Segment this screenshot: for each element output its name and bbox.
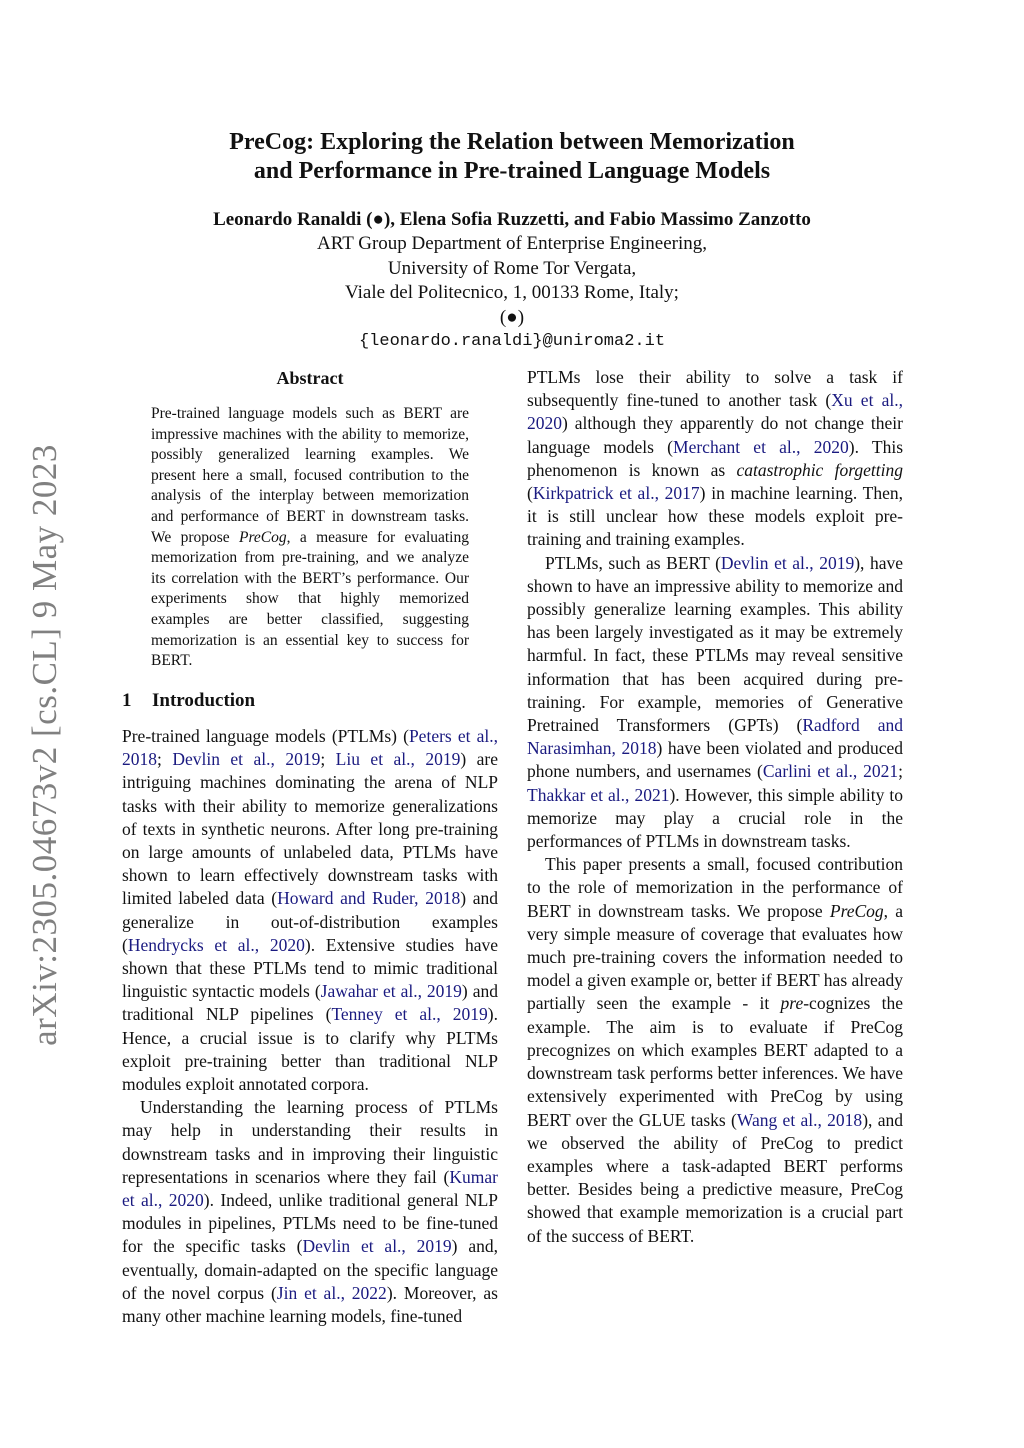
citation-link[interactable]: Jin et al., 2022 — [276, 1282, 387, 1303]
affiliation-line: ART Group Department of Enterprise Engineering, — [316, 233, 707, 254]
text-run: ) are intriguing machines dominating the arena of NLP tasks with their ability to memorize generalizations of texts in synthetic neurons. After long pre-training on large amounts of unlabeled data, PTLMs have shown to learn effectively downstream tasks with limited labeled data ( — [122, 749, 499, 909]
text-run: ). Hence, a crucial issue is to clarify why PLTMs exploit pre-training better than traditional NLP modules exploit annotated corpora. — [122, 1004, 498, 1095]
abstract-heading: Abstract — [276, 368, 344, 388]
text-run: ). However, this simple ability to memorize may play a crucial role in the performances of PTLMs in downstream tasks. — [527, 784, 904, 852]
paragraph — [527, 366, 903, 552]
text-run: -cognizes the example. The aim is to evaluate if PreCog precognizes on which examples BERT adapted to a downstream task performs better inferences. We have extensively experimented with PreCog by using BERT over the GLUE tasks ( — [527, 993, 903, 1130]
section-title: Introduction — [152, 690, 256, 711]
text-run: ) although they apparently do not change their language models ( — [527, 413, 903, 457]
text-run: PTLMs lose their ability to solve a task if subsequently fine-tuned to another task ( — [527, 367, 903, 411]
email-line — [0, 306, 1024, 355]
citation-link[interactable]: Merchant et al., 2020 — [673, 436, 849, 457]
email-address[interactable]: {leonardo.ranaldi}@uniroma2.it — [358, 332, 666, 351]
section-heading-introduction — [122, 689, 498, 713]
paragraph — [122, 725, 498, 1096]
section-number: 1 — [122, 690, 132, 711]
abstract-text-part: , a measure for evaluating memorization from pre-training, and we analyze its correlation with the BERT’s performance. Our experiments show that highly memorized examples are better classified, suggesting memorization is an essential key to success for BERT. — [151, 528, 469, 670]
citation-link[interactable]: Tenney et al., 2019 — [331, 1004, 488, 1025]
text-run: ). This phenomenon is known as — [527, 436, 904, 480]
italic-term: catastrophic forgetting — [736, 459, 903, 480]
text-run: ( — [527, 483, 533, 504]
citation-link[interactable]: Devlin et al., 2019 — [302, 1236, 452, 1257]
text-run: ). Extensive studies have shown that these PTLMs tend to mimic traditional linguistic syntactic models ( — [122, 934, 498, 1002]
right-column — [527, 366, 903, 1248]
text-run: Understanding the learning process of PTLMs may help in understanding their results in downstream tasks and in improving their linguistic representations in scenarios where they fail ( — [122, 1097, 498, 1187]
paper-title — [0, 128, 1024, 186]
text-run: ; — [898, 761, 903, 782]
citation-link[interactable]: Kirkpatrick et al., 2017 — [532, 483, 700, 504]
title-line-1: PreCog: Exploring the Relation between Memorization — [229, 129, 795, 155]
text-run: ), and we observed the ability of PreCog to predict examples where a task-adapted BERT performs better. Besides being a predictive measure, PreCog showed that example memorization is a crucial part of the success of BERT. — [527, 1109, 903, 1246]
citation-link[interactable]: Devlin et al., 2019 — [720, 552, 855, 573]
text-run: , a very simple measure of coverage that evaluates how much pre-training covers the information needed to model a given example or, better if BERT has already partially seen the example - it — [527, 900, 903, 1014]
text-run: ), have shown to have an impressive ability to memorize and possibly generalize learning examples. This ability has been largely investigated as it may be extremely harmful. In fact, these PTLMs may reveal sensitive information that has been acquired during pre-training. For example, memories of Generative Pretrained Transformers (GPTs) ( — [527, 552, 903, 736]
affiliation-line: University of Rome Tor Vergata, — [387, 257, 637, 279]
italic-term: PreCog — [829, 900, 884, 921]
citation-link[interactable]: Xu et al., 2020 — [527, 390, 903, 434]
abstract-text-part: Pre-trained language models such as BERT are impressive machines with the ability to memorize, possibly generalized learning examples. We present here a small, focused contribution to the analysis of the interplay between memorization and performance of BERT in downstream tasks. We propose — [151, 405, 469, 546]
text-run: PTLMs, such as BERT ( — [545, 552, 721, 573]
abstract-precog-italic: PreCog — [239, 528, 287, 546]
text-run: ; — [320, 749, 336, 770]
email-prefix: (●) — [499, 306, 525, 328]
text-run: ) and generalize in out-of-distribution examples ( — [122, 888, 498, 955]
text-run: ). Moreover, as many other machine learning models, fine-tuned — [122, 1282, 498, 1327]
affiliation-line: Viale del Politecnico, 1, 00133 Rome, Italy; — [345, 282, 679, 303]
text-run: ) have been violated and produced phone numbers, and usernames ( — [527, 738, 903, 782]
text-run: ) and, eventually, domain-adapted on the specific language of the novel corpus ( — [122, 1236, 498, 1303]
citation-link[interactable]: Thakkar et al., 2021 — [527, 784, 670, 805]
arxiv-identifier-stamp[interactable]: arXiv:2305.04673v2 [cs.CL] 9 May 2023 — [25, 444, 64, 1046]
paragraph — [527, 552, 903, 854]
text-run: ) and traditional NLP pipelines ( — [122, 981, 498, 1025]
citation-link[interactable]: Wang et al., 2018 — [736, 1109, 863, 1130]
citation-link[interactable]: Jawahar et al., 2019 — [320, 981, 462, 1002]
citation-link[interactable]: Howard and Ruder, 2018 — [277, 888, 461, 909]
paragraph — [527, 853, 903, 1247]
paragraph — [122, 1096, 498, 1328]
italic-term: pre — [780, 993, 804, 1014]
left-column — [122, 725, 498, 1328]
citation-link[interactable]: Kumar et al., 2020 — [122, 1166, 498, 1211]
citation-link[interactable]: Peters et al., 2018 — [122, 726, 498, 770]
text-run: Pre-trained language models (PTLMs) ( — [122, 726, 409, 746]
citation-link[interactable]: Carlini et al., 2021 — [762, 761, 899, 782]
text-run: This paper presents a small, focused contribution to the role of memorization in the performance of BERT in downstream tasks. We propose — [527, 854, 903, 921]
abstract-text — [151, 404, 469, 672]
citation-link[interactable]: Devlin et al., 2019 — [172, 749, 321, 770]
citation-link[interactable]: Liu et al., 2019 — [335, 749, 461, 770]
citation-link[interactable]: Hendrycks et al., 2020 — [127, 934, 305, 955]
affiliation-block — [0, 232, 1024, 355]
author-list: Leonardo Ranaldi (●), Elena Sofia Ruzzetti, and Fabio Massimo Zanzotto — [213, 209, 811, 230]
text-run: ). Indeed, unlike traditional general NLP modules in pipelines, PTLMs need to be fine-tuned for the specific tasks ( — [122, 1190, 498, 1257]
text-run: ; — [157, 749, 173, 770]
title-line-2: and Performance in Pre-trained Language Models — [253, 158, 771, 184]
citation-link[interactable]: Radford and Narasimhan, 2018 — [527, 715, 903, 759]
text-run: ) in machine learning. Then, it is still unclear how these models exploit pre-training and training examples. — [527, 483, 903, 550]
